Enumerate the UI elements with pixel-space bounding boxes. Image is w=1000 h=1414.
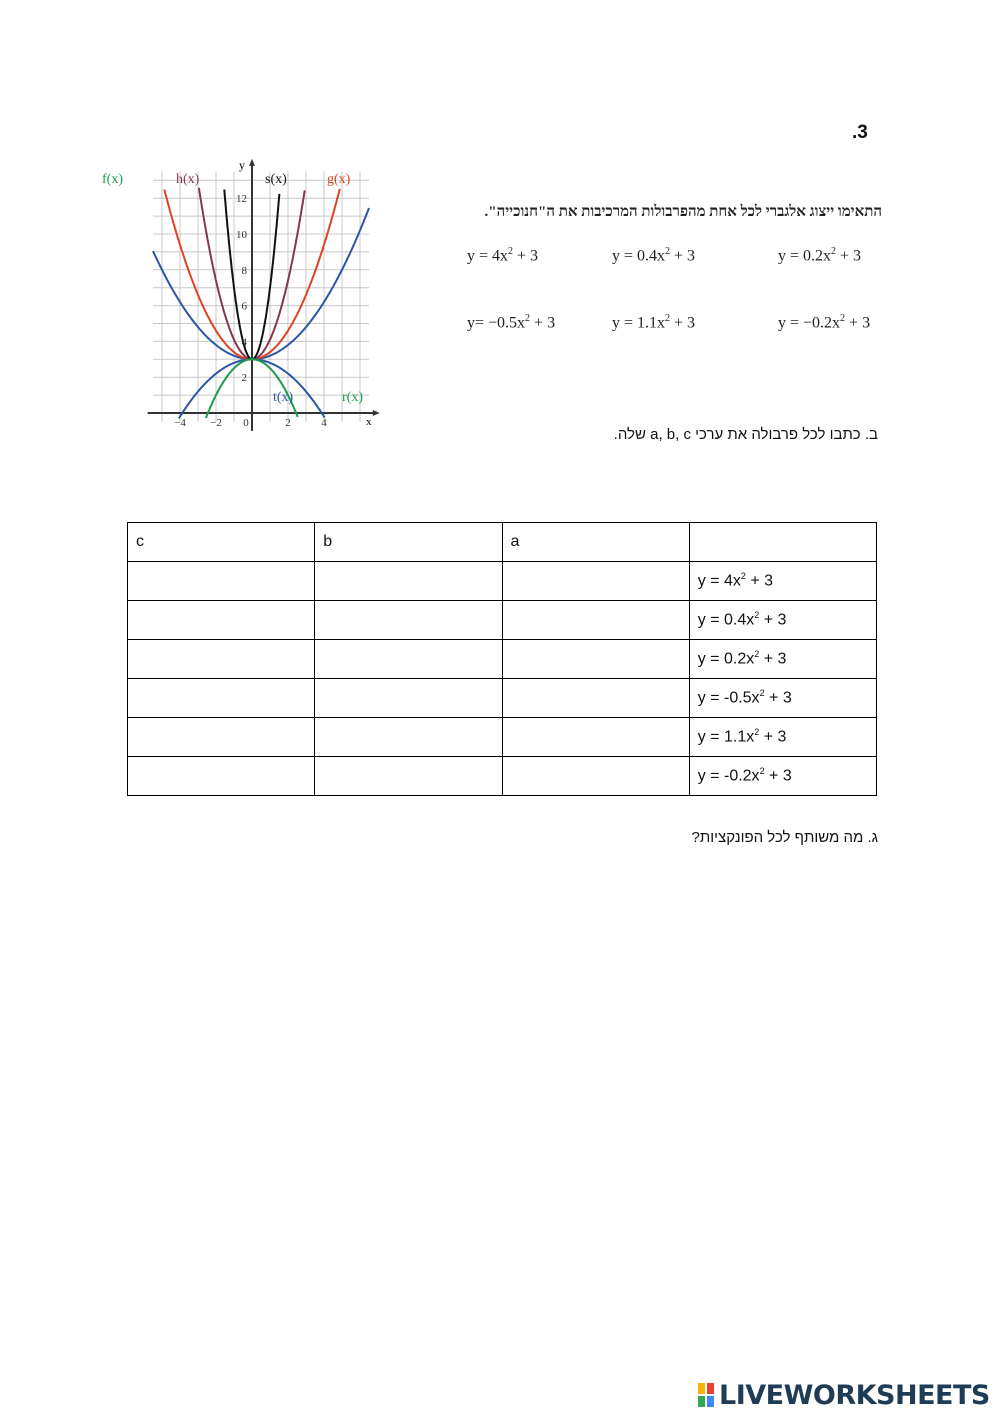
answer-cell-c[interactable]	[128, 679, 315, 718]
label-r: r(x)	[342, 390, 363, 405]
x-tick-label: −4	[174, 417, 186, 429]
x-tick-label: 4	[321, 417, 327, 429]
answer-cell-b[interactable]	[315, 757, 502, 796]
label-g: g(x)	[327, 172, 351, 187]
equation-4: $y= -0.5x^2 + 3$	[467, 313, 556, 332]
function-cell: $y = 4x^2 + 3$	[689, 562, 876, 601]
table-row	[128, 679, 877, 718]
answer-cell-c[interactable]	[128, 757, 315, 796]
answer-cell-b[interactable]	[315, 601, 502, 640]
equation-5: $y = 1.1x^2 + 3$	[612, 313, 696, 332]
brand-name: LIVEWORKSHEETS	[719, 1379, 990, 1411]
parabolas-graph	[100, 155, 385, 435]
y-axis-arrow	[249, 159, 255, 166]
answer-cell-c[interactable]	[128, 640, 315, 679]
table-row	[128, 601, 877, 640]
header-a: a	[502, 523, 689, 562]
header-c: c	[128, 523, 315, 562]
table-row	[128, 718, 877, 757]
y-tick-label: 2	[241, 372, 247, 385]
answer-cell-b[interactable]	[315, 562, 502, 601]
answer-cell-c[interactable]	[128, 718, 315, 757]
function-cell: $y = 0.4x^2 + 3$	[689, 601, 876, 640]
function-cell: $y = -0.2x^2 + 3$	[689, 757, 876, 796]
header-function	[689, 523, 876, 562]
y-tick-label: 12	[236, 193, 247, 206]
table-row	[128, 640, 877, 679]
y-tick-label: 10	[236, 229, 247, 241]
table-header-row	[128, 523, 877, 562]
label-h: h(x)	[176, 172, 200, 187]
answers-table	[127, 522, 877, 796]
answer-cell-c[interactable]	[128, 601, 315, 640]
liveworksheets-logo	[697, 1380, 990, 1410]
label-f: f(x)	[102, 172, 123, 187]
x-tick-label: 0	[243, 417, 249, 429]
answer-cell-a[interactable]	[502, 679, 689, 718]
x-axis-label: x	[366, 416, 372, 428]
answer-cell-b[interactable]	[315, 640, 502, 679]
x-tick-label: 2	[285, 417, 291, 429]
answer-cell-b[interactable]	[315, 679, 502, 718]
curve-f	[153, 208, 369, 359]
y-tick-label: 8	[241, 264, 247, 277]
answer-cell-a[interactable]	[502, 718, 689, 757]
equation-1: $y = 4x^2 + 3$	[467, 246, 539, 265]
answer-cell-a[interactable]	[502, 601, 689, 640]
table-row	[128, 562, 877, 601]
answer-cell-a[interactable]	[502, 640, 689, 679]
label-t: t(x)	[273, 390, 294, 405]
grid	[153, 171, 369, 422]
header-b: b	[315, 523, 502, 562]
equation-6: $y = -0.2x^2 + 3$	[778, 313, 871, 332]
part-b-instruction: ב. כתבו לכל פרבולה את ערכי a, b, c שלה.	[613, 426, 878, 443]
curves	[153, 188, 369, 418]
y-tick-label: 4	[241, 336, 247, 349]
equation-3: $y = 0.2x^2 + 3$	[778, 246, 862, 265]
question-number: .3	[852, 122, 868, 143]
table-row	[128, 757, 877, 796]
y-axis-label: y	[239, 158, 245, 172]
answer-cell-a[interactable]	[502, 562, 689, 601]
function-cell: $y = 1.1x^2 + 3$	[689, 718, 876, 757]
y-tick-label: 6	[241, 300, 247, 313]
x-tick-label: −2	[210, 417, 222, 429]
function-cell: $y = 0.2x^2 + 3$	[689, 640, 876, 679]
equation-2: $y = 0.4x^2 + 3$	[612, 246, 696, 265]
answer-cell-a[interactable]	[502, 757, 689, 796]
part-c-question: ג. מה משותף לכל הפונקציות?	[691, 829, 878, 846]
answer-cell-b[interactable]	[315, 718, 502, 757]
answer-cell-c[interactable]	[128, 562, 315, 601]
brand-mark-icon	[697, 1382, 715, 1408]
label-s: s(x)	[265, 172, 287, 187]
x-axis-arrow	[373, 410, 380, 416]
instruction: התאימו ייצוג אלגברי לכל אחת מהפרבולות המרכיבות את ה"חנוכייה".	[484, 204, 882, 220]
function-cell: $y = -0.5x^2 + 3$	[689, 679, 876, 718]
